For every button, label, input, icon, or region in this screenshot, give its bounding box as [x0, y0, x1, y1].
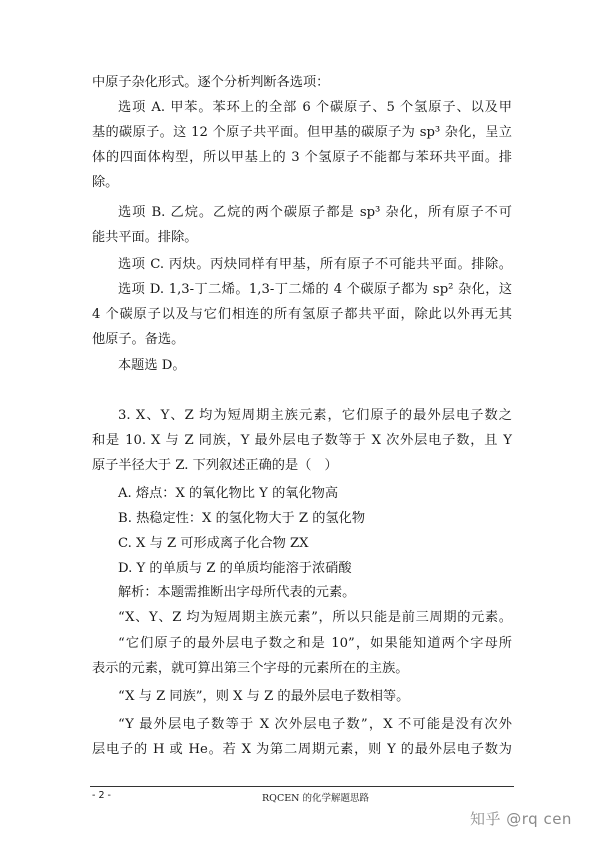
analysis-line: “X 与 Z 同族”，则 X 与 Z 的最外层电子数相等。 [118, 689, 410, 704]
text-line: 能共平面。排除。 [92, 230, 198, 245]
option-c: C. X 与 Z 可形成离子化合物 ZX [118, 536, 309, 551]
text-line: 选项 D. 1,3-丁二烯。1,3-丁二烯的 4 个碳原子都为 sp² 杂化，这 [118, 282, 512, 297]
text-line: 选项 B. 乙烷。乙烷的两个碳原子都是 sp³ 杂化，所有原子不可 [118, 205, 512, 220]
option-d: D. Y 的单质与 Z 的单质均能溶于浓硝酸 [118, 561, 352, 576]
text-line: 4 个碳原子以及与它们相连的所有氢原子都共平面，除此以外再无其 [92, 307, 512, 322]
text-line: 选项 A. 甲苯。苯环上的全部 6 个碳原子、5 个氢原子、以及甲 [118, 100, 512, 115]
analysis-line: 表示的元素，就可算出第三个字母的元素所在的主族。 [92, 661, 409, 676]
text-line: 中原子杂化形式。逐个分析判断各选项： [92, 75, 330, 90]
analysis-line: “Y 最外层电子数等于 X 次外层电子数”，X 不可能是没有次外 [118, 717, 512, 732]
text-line: 基的碳原子。这 12 个原子共平面。但甲基的碳原子为 sp³ 杂化，呈立 [92, 125, 512, 140]
watermark: 知乎 @rq cen [470, 810, 572, 828]
text-line: 除。 [92, 175, 119, 190]
question-line: 原子半径大于 Z. 下列叙述正确的是（ ） [92, 458, 338, 473]
option-b: B. 热稳定性：X 的氢化物大于 Z 的氢化物 [118, 511, 366, 526]
footer-title: RQCEN 的化学解题思路 [262, 793, 369, 804]
question-line: 3. X、Y、Z 均为短周期主族元素，它们原子的最外层电子数之 [118, 408, 512, 423]
analysis-line: “它们原子的最外层电子数之和是 10”，如果能知道两个字母所 [118, 636, 512, 651]
question-line: 和是 10. X 与 Z 同族，Y 最外层电子数等于 X 次外层电子数，且 Y [92, 433, 512, 448]
text-line: 选项 C. 丙炔。丙炔同样有甲基，所有原子不可能共平面。排除。 [118, 257, 512, 272]
footer-divider [90, 786, 514, 787]
text-line: 他原子。备选。 [92, 332, 185, 347]
page-number: - 2 - [92, 790, 111, 801]
option-a: A. 熔点：X 的氧化物比 Y 的氧化物高 [118, 486, 339, 501]
analysis-line: 层电子的 H 或 He。若 X 为第二周期元素，则 Y 的最外层电子数为 [92, 742, 512, 757]
analysis-line: “X、Y、Z 均为短周期主族元素”，所以只能是前三周期的元素。 [118, 610, 512, 625]
analysis-line: 解析：本题需推断出字母所代表的元素。 [118, 585, 356, 600]
text-line: 本题选 D。 [118, 358, 186, 373]
text-line: 体的四面体构型，所以甲基上的 3 个氢原子不能都与苯环共平面。排 [92, 150, 512, 165]
